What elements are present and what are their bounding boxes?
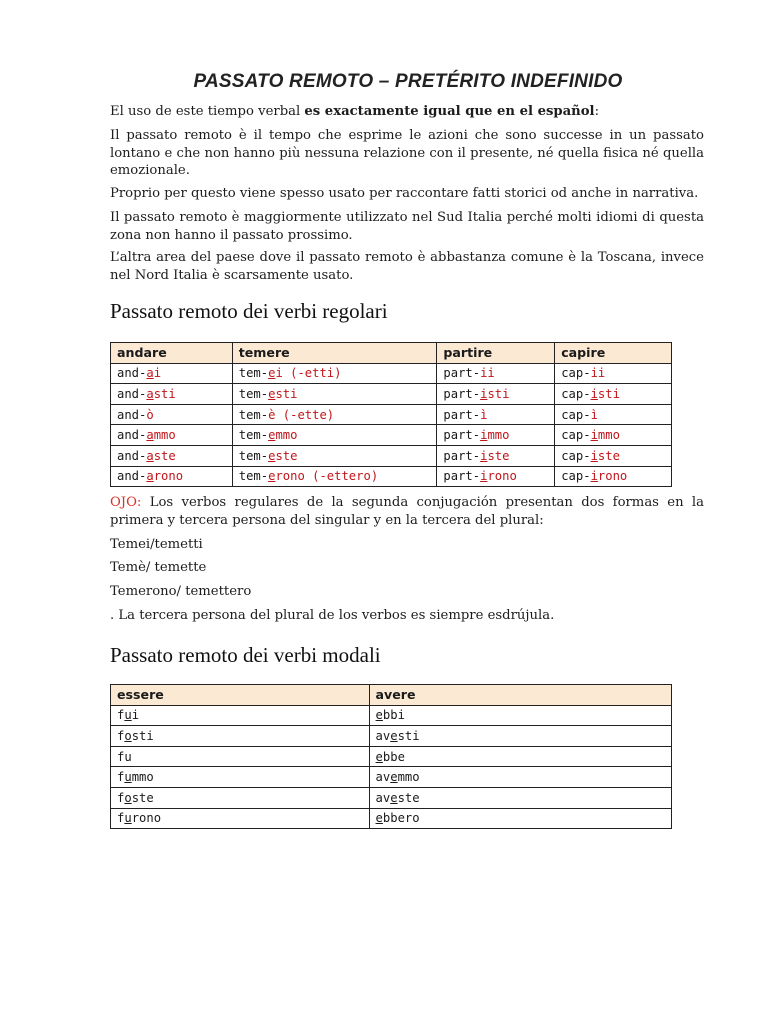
form-prefix: av bbox=[375, 790, 391, 805]
stressed-vowel: a bbox=[146, 448, 154, 463]
header-essere: essere bbox=[111, 685, 370, 706]
form-prefix: f bbox=[117, 708, 125, 723]
modal-form-cell bbox=[369, 746, 671, 767]
verb-stem: tem- bbox=[238, 366, 269, 381]
stressed-vowel: i bbox=[480, 448, 488, 463]
stressed-vowel: i bbox=[590, 469, 598, 484]
stressed-vowel: a bbox=[146, 428, 154, 443]
verb-stem: and- bbox=[117, 407, 147, 422]
form-suffix: mmo bbox=[131, 770, 154, 785]
verb-stem: tem- bbox=[238, 428, 269, 443]
ending-rest: mmo bbox=[487, 428, 510, 443]
conjugation-cell bbox=[111, 445, 233, 466]
stressed-vowel: e bbox=[268, 386, 276, 401]
form-suffix: ste bbox=[397, 790, 420, 805]
intro-paragraph-1 bbox=[110, 103, 704, 121]
modal-verbs-heading: Passato remoto dei verbi modali bbox=[110, 643, 381, 667]
table-row bbox=[111, 767, 672, 788]
table-row bbox=[111, 787, 672, 808]
verb-stem: part- bbox=[443, 448, 481, 463]
stressed-vowel: e bbox=[390, 770, 398, 785]
ojo-text: Los verbos regulares de la segunda conjugación presentan dos formas en la primera y tercera persona del singular y en la tercera del plural: bbox=[110, 495, 704, 528]
form-suffix: i bbox=[131, 708, 140, 723]
table-row bbox=[111, 404, 672, 425]
verb-ending: è (-ette) bbox=[268, 407, 335, 422]
intro-paragraph-3: Proprio per questo viene spesso usato per raccontare fatti storici od anche in narrativa. bbox=[110, 186, 699, 201]
ending-rest: sti bbox=[153, 386, 176, 401]
header-partire: partire bbox=[437, 343, 555, 364]
ending-rest: ste bbox=[275, 448, 298, 463]
table-row bbox=[111, 384, 672, 405]
verb-ending: ii bbox=[590, 366, 606, 381]
table-row bbox=[111, 425, 672, 446]
verb-ending: ò bbox=[146, 407, 154, 422]
example-line-1: Temei/temetti bbox=[110, 537, 203, 552]
stressed-vowel: i bbox=[480, 386, 488, 401]
form-suffix: mmo bbox=[397, 770, 420, 785]
form-suffix: bbero bbox=[382, 811, 420, 826]
ending-rest: i (-etti) bbox=[275, 366, 342, 381]
ending-rest: ste bbox=[153, 448, 176, 463]
stressed-vowel: e bbox=[268, 428, 276, 443]
form-suffix: ste bbox=[131, 790, 154, 805]
verb-ending bbox=[268, 366, 341, 380]
conjugation-cell bbox=[232, 363, 437, 384]
ending-rest: mmo bbox=[597, 428, 620, 443]
table-row bbox=[111, 726, 672, 747]
stressed-vowel: e bbox=[390, 790, 398, 805]
conjugation-cell bbox=[437, 466, 555, 487]
stressed-vowel: a bbox=[146, 469, 154, 484]
verb-ending bbox=[591, 449, 620, 463]
form-prefix: fu bbox=[117, 749, 132, 764]
stressed-vowel: e bbox=[268, 366, 276, 381]
ending-rest: rono bbox=[153, 469, 184, 484]
ending-rest: sti bbox=[487, 386, 510, 401]
conjugation-cell bbox=[555, 384, 672, 405]
modal-form-cell bbox=[369, 808, 671, 829]
intro-p1-bold: es exactamente igual que en el español bbox=[304, 104, 595, 119]
verb-ending bbox=[268, 449, 297, 463]
stressed-vowel: e bbox=[390, 728, 398, 743]
stressed-vowel: i bbox=[480, 469, 488, 484]
verb-stem: tem- bbox=[238, 448, 269, 463]
table-row bbox=[111, 466, 672, 487]
stressed-vowel: u bbox=[124, 708, 132, 723]
verb-ending bbox=[146, 387, 175, 401]
modal-form-cell bbox=[111, 787, 370, 808]
verb-ending bbox=[480, 428, 509, 442]
intro-paragraph-5: L’altra area del paese dove il passato remoto è abbastanza comune è la Toscana, invece nel Nord Italia è scarsamente usato. bbox=[110, 250, 704, 283]
ending-rest: ste bbox=[597, 448, 620, 463]
modal-form-cell bbox=[111, 746, 370, 767]
ending-rest: sti bbox=[597, 386, 620, 401]
conjugation-cell bbox=[111, 404, 233, 425]
form-suffix: sti bbox=[131, 728, 154, 743]
verb-stem: and- bbox=[117, 469, 147, 484]
verb-ending bbox=[146, 428, 175, 442]
conjugation-cell bbox=[232, 466, 437, 487]
header-andare: andare bbox=[111, 343, 233, 364]
header-temere: temere bbox=[232, 343, 437, 364]
verb-stem: part- bbox=[443, 469, 481, 484]
verb-stem: part- bbox=[443, 428, 481, 443]
conjugation-cell bbox=[555, 466, 672, 487]
intro-p1-text: El uso de este tiempo verbal bbox=[110, 104, 305, 119]
form-prefix: f bbox=[117, 811, 125, 826]
conjugation-cell bbox=[437, 404, 555, 425]
conjugation-cell bbox=[437, 445, 555, 466]
stressed-vowel: o bbox=[124, 790, 132, 805]
stressed-vowel: e bbox=[268, 469, 276, 484]
conjugation-cell bbox=[437, 425, 555, 446]
table-header-row bbox=[111, 685, 672, 706]
ending-rest: i bbox=[153, 366, 162, 381]
stressed-vowel: e bbox=[268, 448, 276, 463]
example-line-2: Temè/ temette bbox=[110, 560, 207, 575]
verb-stem: cap- bbox=[561, 448, 591, 463]
modal-form-cell bbox=[369, 705, 671, 726]
conjugation-cell bbox=[555, 425, 672, 446]
form-suffix: bbi bbox=[382, 708, 405, 723]
modal-form-cell bbox=[111, 726, 370, 747]
verb-ending: ì bbox=[480, 407, 488, 422]
modal-form-cell bbox=[111, 808, 370, 829]
stressed-vowel: u bbox=[124, 811, 132, 826]
verb-ending bbox=[591, 469, 628, 483]
verb-stem: and- bbox=[117, 448, 147, 463]
ending-rest: rono bbox=[487, 469, 517, 484]
regular-verbs-table bbox=[110, 342, 672, 487]
esdrujula-note: . La tercera persona del plural de los verbos es siempre esdrújula. bbox=[110, 608, 555, 623]
verb-ending bbox=[480, 387, 509, 401]
verb-ending bbox=[268, 387, 297, 401]
modal-form-cell bbox=[369, 787, 671, 808]
stressed-vowel: i bbox=[480, 428, 488, 443]
header-avere: avere bbox=[369, 685, 671, 706]
conjugation-cell bbox=[555, 363, 672, 384]
stressed-vowel: e bbox=[375, 708, 383, 723]
verb-ending bbox=[146, 469, 183, 483]
verb-stem: tem- bbox=[238, 407, 269, 422]
verb-ending bbox=[480, 449, 509, 463]
example-line-3: Temerono/ temettero bbox=[110, 584, 252, 599]
ending-rest: rono (-ettero) bbox=[275, 469, 379, 484]
form-suffix: bbe bbox=[382, 749, 405, 764]
stressed-vowel: o bbox=[124, 728, 132, 743]
verb-stem: cap- bbox=[561, 407, 591, 422]
verb-stem: and- bbox=[117, 366, 147, 381]
conjugation-cell bbox=[232, 384, 437, 405]
page-title: PASSATO REMOTO – PRETÉRITO INDEFINIDO bbox=[193, 71, 623, 92]
form-prefix: av bbox=[375, 728, 391, 743]
conjugation-cell bbox=[555, 445, 672, 466]
conjugation-cell bbox=[555, 404, 672, 425]
table-header-row bbox=[111, 343, 672, 364]
intro-paragraph-4: Il passato remoto è maggiormente utilizzato nel Sud Italia perché molti idiomi di questa zona non hanno il passato prossimo. bbox=[110, 210, 704, 243]
conjugation-cell bbox=[232, 445, 437, 466]
conjugation-cell bbox=[437, 363, 555, 384]
ending-rest: mmo bbox=[275, 428, 298, 443]
verb-ending bbox=[146, 449, 175, 463]
form-suffix: sti bbox=[397, 728, 420, 743]
intro-paragraph-2: Il passato remoto è il tempo che esprime le azioni che sono successe in un passato lontano e che non hanno più nessuna relazione con il presente, né quella fisica né quella emozionale. bbox=[110, 128, 704, 179]
conjugation-cell bbox=[232, 404, 437, 425]
stressed-vowel: i bbox=[590, 448, 598, 463]
verb-stem: cap- bbox=[561, 386, 591, 401]
ending-rest: rono bbox=[597, 469, 628, 484]
verb-stem: and- bbox=[117, 428, 147, 443]
verb-stem: tem- bbox=[238, 469, 269, 484]
verb-stem: part- bbox=[443, 366, 481, 381]
table-row bbox=[111, 445, 672, 466]
verb-ending bbox=[268, 469, 378, 483]
conjugation-cell bbox=[111, 425, 233, 446]
verb-stem: part- bbox=[443, 386, 481, 401]
stressed-vowel: i bbox=[590, 386, 598, 401]
table-row bbox=[111, 363, 672, 384]
stressed-vowel: u bbox=[124, 770, 132, 785]
conjugation-cell bbox=[232, 425, 437, 446]
verb-stem: part- bbox=[443, 407, 481, 422]
stressed-vowel: a bbox=[146, 366, 154, 381]
table-row bbox=[111, 808, 672, 829]
ending-rest: ste bbox=[487, 448, 510, 463]
conjugation-cell bbox=[111, 363, 233, 384]
verb-ending bbox=[146, 366, 161, 380]
conjugation-cell bbox=[111, 466, 233, 487]
verb-stem: cap- bbox=[561, 366, 591, 381]
table-row bbox=[111, 705, 672, 726]
ending-rest: sti bbox=[275, 386, 298, 401]
modal-form-cell bbox=[111, 705, 370, 726]
stressed-vowel: i bbox=[590, 428, 598, 443]
intro-p1-colon: : bbox=[594, 104, 600, 119]
ojo-label: OJO: bbox=[110, 495, 142, 510]
verb-ending bbox=[480, 469, 517, 483]
form-prefix: f bbox=[117, 790, 125, 805]
verb-stem: cap- bbox=[561, 469, 591, 484]
form-prefix: f bbox=[117, 770, 125, 785]
stressed-vowel: a bbox=[146, 386, 154, 401]
verb-ending bbox=[591, 387, 620, 401]
verb-ending: ì bbox=[590, 407, 598, 422]
stressed-vowel: e bbox=[375, 811, 383, 826]
verb-stem: and- bbox=[117, 386, 147, 401]
verb-stem: tem- bbox=[238, 386, 269, 401]
header-capire: capire bbox=[555, 343, 672, 364]
verb-stem: cap- bbox=[561, 428, 591, 443]
form-suffix: rono bbox=[131, 811, 162, 826]
modal-verbs-table bbox=[110, 684, 672, 829]
conjugation-cell bbox=[111, 384, 233, 405]
regular-verbs-heading: Passato remoto dei verbi regolari bbox=[110, 299, 388, 323]
table-row bbox=[111, 746, 672, 767]
ending-rest: mmo bbox=[153, 428, 176, 443]
modal-form-cell bbox=[111, 767, 370, 788]
stressed-vowel: e bbox=[375, 749, 383, 764]
verb-ending bbox=[591, 428, 620, 442]
modal-form-cell bbox=[369, 767, 671, 788]
verb-ending: ii bbox=[480, 366, 495, 381]
form-prefix: f bbox=[117, 728, 125, 743]
form-prefix: av bbox=[375, 770, 391, 785]
modal-form-cell bbox=[369, 726, 671, 747]
verb-ending bbox=[268, 428, 297, 442]
ojo-note bbox=[110, 494, 704, 529]
conjugation-cell bbox=[437, 384, 555, 405]
